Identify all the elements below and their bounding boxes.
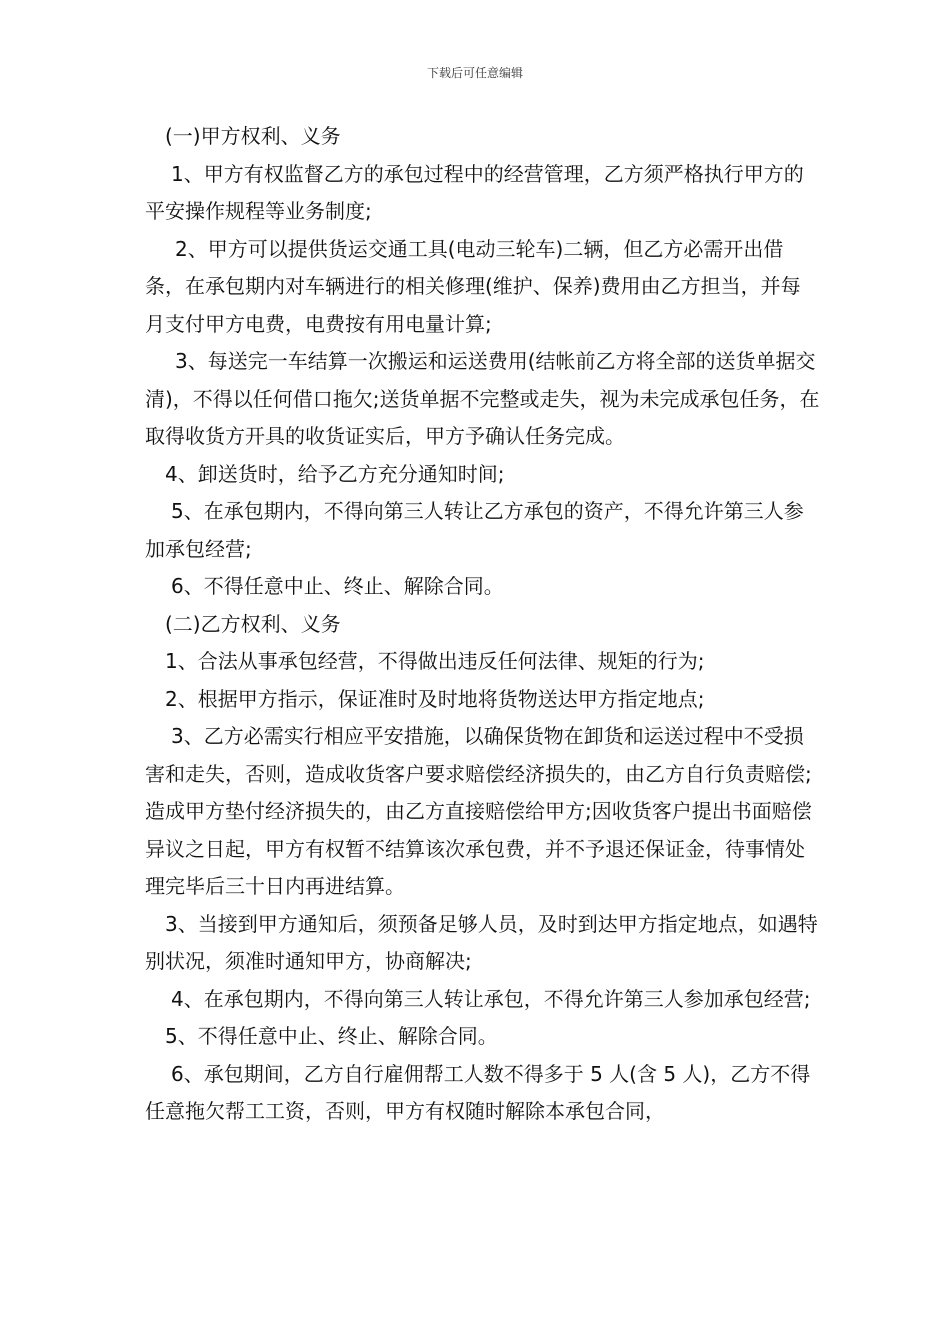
clause-b-1: 1、合法从事承包经营，不得做出违反任何法律、规矩的行为; — [165, 649, 705, 673]
clause-a-4: 4、卸送货时，给予乙方充分通知时间; — [165, 461, 505, 486]
clause-a-3: 3、每送完一车结算一次搬运和运送费用(结帐前乙方将全部的送货单据交清)，不得以任何借口拖欠;送货单据不完整或走失，视为未完成承包任务，在取得收货方开具的收货证实后，甲方予确认任务完成。 — [145, 349, 820, 448]
clause-a-6: 6、不得任意中止、终止、解除合同。 — [171, 574, 504, 598]
section-heading-party-b: (二)乙方权利、义务 — [165, 611, 341, 636]
section-heading-party-a: (一)甲方权利、义务 — [165, 124, 341, 148]
clause-b-2: 2、根据甲方指示，保证准时及时地将货物送达甲方指定地点; — [165, 686, 705, 711]
clause-b-4: 4、在承包期内，不得向第三人转让承包，不得允许第三人参加承包经营; — [171, 986, 811, 1011]
page-header: 下载后可任意编辑 — [426, 66, 523, 80]
clause-b-3-notice: 3、当接到甲方通知后，须预备足够人员，及时到达甲方指定地点，如遇特别状况，须准时通知甲方，协商解决; — [145, 911, 818, 973]
clause-b-6: 6、承包期间，乙方自行雇佣帮工人数不得多于 5 人(含 5 人)，乙方不得任意拖欠帮工工资，否则，甲方有权随时解除本承包合同， — [145, 1061, 811, 1123]
clause-b-5: 5、不得任意中止、终止、解除合同。 — [165, 1024, 498, 1048]
clause-a-5: 5、在承包期内，不得向第三人转让乙方承包的资产，不得允许第三人参加承包经营; — [145, 499, 804, 561]
document-body — [145, 118, 820, 1131]
clause-a-1: 1、甲方有权监督乙方的承包过程中的经营管理，乙方须严格执行甲方的平安操作规程等业务制度; — [145, 161, 804, 223]
clause-a-2: 2、甲方可以提供货运交通工具(电动三轮车)二辆，但乙方必需开出借条，在承包期内对车辆进行的相关修理(维护、保养)费用由乙方担当，并每月支付甲方电费，电费按有用电量计算; — [145, 236, 801, 336]
clause-b-3: 3、乙方必需实行相应平安措施，以确保货物在卸货和运送过程中不受损害和走失，否则，造成收货客户要求赔偿经济损失的，由乙方自行负责赔偿;造成甲方垫付经济损失的，由乙方直接赔偿给甲方;因收货客户提出书面赔偿异议之日起，甲方有权暂不结算该次承包费，并不予退还保证金，待事情处理完毕后三十日内再进结算。 — [145, 724, 812, 898]
